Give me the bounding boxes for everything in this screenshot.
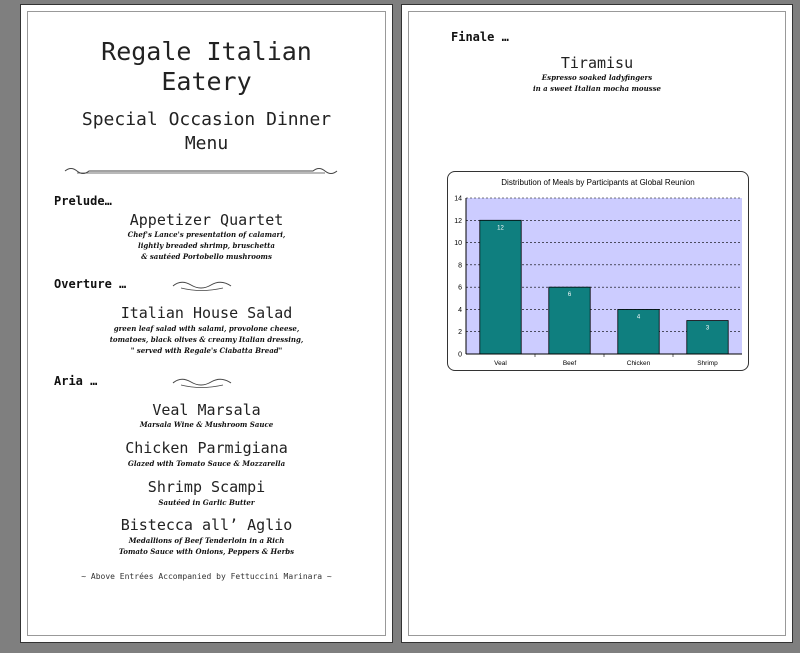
- x-tick-label: Veal: [494, 360, 507, 367]
- bistecca-title: Bistecca all’ Aglio: [120, 516, 293, 534]
- restaurant-name: [21, 37, 392, 97]
- chart-canvas: [448, 172, 748, 370]
- y-tick-label: 8: [458, 262, 462, 270]
- finale-heading: Finale …: [451, 30, 509, 44]
- y-axis-ticks: [454, 196, 462, 359]
- entrees-footnote: ~ Above Entrées Accompanied by Fettuccini Marinara ~: [81, 572, 332, 581]
- desc-line: Medallions of Beef Tenderloin in a Rich: [128, 536, 285, 545]
- veal-marsala-description: Marsala Wine & Mushroom Sauce: [139, 420, 274, 429]
- flourish-ornament: [171, 279, 233, 293]
- x-axis-ticks: [494, 354, 718, 367]
- chicken-parmigiana-description: Glazed with Tomato Sauce & Mozzarella: [127, 459, 286, 468]
- data-label: 12: [497, 225, 504, 232]
- desc-line: tomatoes, black olives & creamy Italian dressing,: [109, 335, 304, 344]
- chart-title: Distribution of Meals by Participants at Global Reunion: [501, 178, 695, 187]
- subtitle-line-1: Special Occasion Dinner: [81, 109, 332, 130]
- house-salad-title: Italian House Salad: [120, 304, 293, 322]
- aria-heading: Aria …: [54, 374, 98, 388]
- menu-page-left: [20, 4, 393, 643]
- desc-line: green leaf salad with salami, provolone cheese,: [113, 324, 300, 333]
- data-label: 3: [705, 325, 710, 332]
- shrimp-scampi-description: Sautéed in Garlic Butter: [158, 498, 255, 507]
- desc-line: in a sweet Italian mocha mousse: [532, 84, 662, 93]
- appetizer-description: [21, 229, 392, 262]
- x-tick-label: Beef: [562, 360, 577, 367]
- data-label: 6: [567, 292, 572, 299]
- menu-subtitle: [21, 108, 392, 156]
- y-tick-label: 14: [454, 195, 462, 203]
- menu-page-right: [401, 4, 793, 643]
- desc-line: lightly breaded shrimp, bruschetta: [138, 241, 275, 250]
- appetizer-quartet-title: Appetizer Quartet: [129, 211, 284, 229]
- data-label: 4: [636, 314, 641, 321]
- overture-heading: Overture …: [54, 277, 127, 291]
- title-line-2: Eatery: [161, 67, 252, 96]
- desc-line: Espresso soaked ladyfingers: [541, 73, 653, 82]
- x-tick-label: Shrimp: [697, 360, 718, 367]
- divider-ornament: [61, 165, 341, 177]
- chicken-parmigiana-title: Chicken Parmigiana: [125, 439, 288, 457]
- y-tick-label: 2: [458, 329, 462, 337]
- bistecca-description: [21, 535, 392, 557]
- salad-description: [21, 323, 392, 356]
- y-tick-label: 6: [458, 284, 462, 292]
- x-tick-label: Chicken: [626, 360, 651, 367]
- prelude-heading: Prelude…: [54, 194, 112, 208]
- tiramisu-title: Tiramisu: [560, 54, 634, 72]
- desc-line: & sautéed Portobello mushrooms: [141, 252, 272, 261]
- y-tick-label: 4: [458, 306, 462, 314]
- meal-distribution-chart: [447, 171, 749, 371]
- desc-line: Chef's Lance's presentation of calamari,: [127, 230, 286, 239]
- shrimp-scampi-title: Shrimp Scampi: [147, 478, 266, 496]
- y-tick-label: 12: [454, 217, 462, 225]
- desc-line: Tomato Sauce with Onions, Peppers & Herbs: [118, 547, 295, 556]
- subtitle-line-2: Menu: [184, 133, 229, 154]
- flourish-ornament: [171, 376, 233, 390]
- veal-marsala-title: Veal Marsala: [152, 401, 261, 419]
- y-tick-label: 0: [458, 351, 462, 359]
- bar-veal: [480, 220, 521, 354]
- desc-line: " served with Regale's Ciabatta Bread": [130, 346, 283, 355]
- y-tick-label: 10: [454, 240, 462, 248]
- title-line-1: Regale Italian: [101, 37, 312, 66]
- tiramisu-description: [402, 72, 792, 94]
